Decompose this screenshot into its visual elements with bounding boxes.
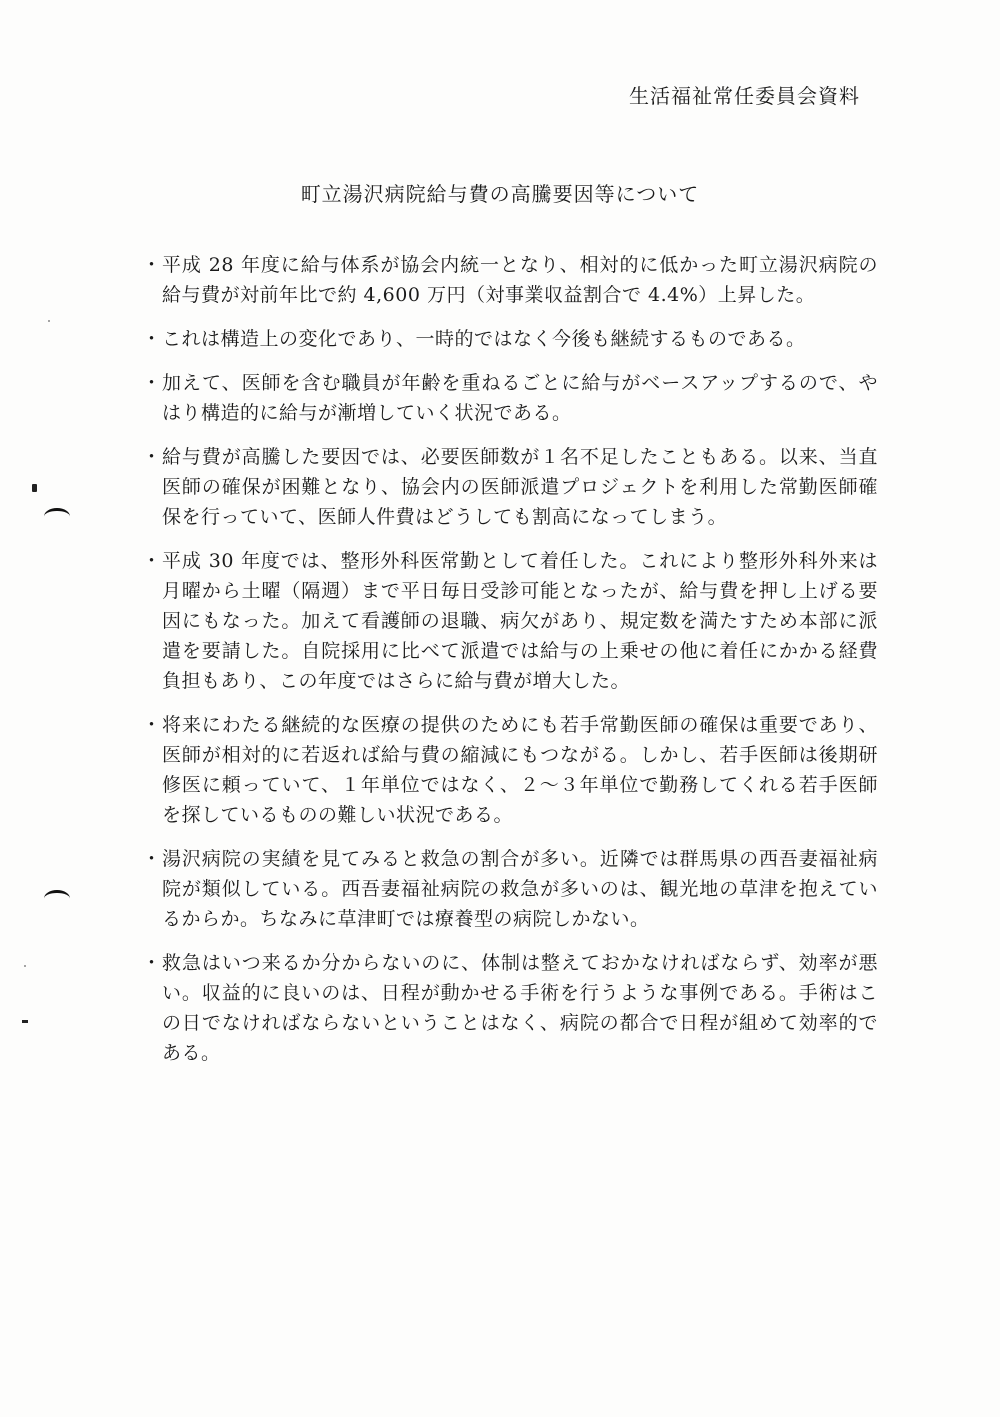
bullet-text: 給与費が高騰した要因では、必要医師数が１名不足したこともある。以来、当直医師の確保が困難となり、協会内の医師派遣プロジェクトを利用した常勤医師確保を行っていて、医師人件費はどうしても割高になってしまう。 <box>162 446 878 528</box>
binder-hole-mark-lower <box>44 890 70 907</box>
bullet-item <box>138 250 878 310</box>
bullet-text: 湯沢病院の実績を見てみると救急の割合が多い。近隣では群馬県の西吾妻福祉病院が類似している。西吾妻福祉病院の救急が多いのは、観光地の草津を抱えているからか。ちなみに草津町では療養型の病院しかない。 <box>162 848 878 930</box>
bullet-mark: ・ <box>142 254 162 276</box>
document-title: 町立湯沢病院給与費の高騰要因等について <box>300 182 700 206</box>
bullet-text: 救急はいつ来るか分からないのに、体制は整えておかなければならず、効率が悪い。収益的に良いのは、日程が動かせる手術を行うような事例である。手術はこの日でなければならないということはなく、病院の都合で日程が組めて効率的である。 <box>162 952 878 1064</box>
bullet-mark: ・ <box>142 848 162 870</box>
scan-dash-mark <box>22 1020 28 1023</box>
bullet-text: 加えて、医師を含む職員が年齢を重ねるごとに給与がベースアップするので、やはり構造的に給与が漸増していく状況である。 <box>162 372 878 424</box>
binder-hole-mark-upper <box>44 508 70 525</box>
bullet-mark: ・ <box>142 550 162 572</box>
bullet-text: 平成 30 年度では、整形外科医常勤として着任した。これにより整形外科外来は月曜から土曜（隔週）まで平日毎日受診可能となったが、給与費を押し上げる要因にもなった。加えて看護師の退職、病欠があり、規定数を満たすため本部に派遣を要請した。自院採用に比べて派遣では給与の上乗せの他に着任にかかる経費負担もあり、この年度ではさらに給与費が増大した。 <box>162 550 878 692</box>
bullet-text: 平成 28 年度に給与体系が協会内統一となり、相対的に低かった町立湯沢病院の給与費が対前年比で約 4,600 万円（対事業収益割合で 4.4%）上昇した。 <box>162 254 878 306</box>
bullet-item <box>138 710 878 830</box>
bullet-list <box>138 250 878 1082</box>
bullet-mark: ・ <box>142 446 162 468</box>
bullet-item <box>138 844 878 934</box>
bullet-item <box>138 546 878 696</box>
bullet-item <box>138 324 878 354</box>
bullet-item <box>138 368 878 428</box>
bullet-text: 将来にわたる継続的な医療の提供のためにも若手常勤医師の確保は重要であり、医師が相対的に若返れば給与費の縮減にもつながる。しかし、若手医師は後期研修医に頼っていて、１年単位ではなく、２～３年単位で勤務してくれる若手医師を探しているものの難しい状況である。 <box>162 714 878 826</box>
bullet-mark: ・ <box>142 328 162 350</box>
bullet-item <box>138 948 878 1068</box>
scan-speck <box>48 320 50 322</box>
scan-speck-mark <box>32 484 37 492</box>
scan-speck <box>24 965 26 967</box>
bullet-text: これは構造上の変化であり、一時的ではなく今後も継続するものである。 <box>162 328 806 350</box>
bullet-item <box>138 442 878 532</box>
bullet-mark: ・ <box>142 714 162 736</box>
bullet-mark: ・ <box>142 372 162 394</box>
bullet-mark: ・ <box>142 952 162 974</box>
committee-document-label: 生活福祉常任委員会資料 <box>629 84 860 108</box>
